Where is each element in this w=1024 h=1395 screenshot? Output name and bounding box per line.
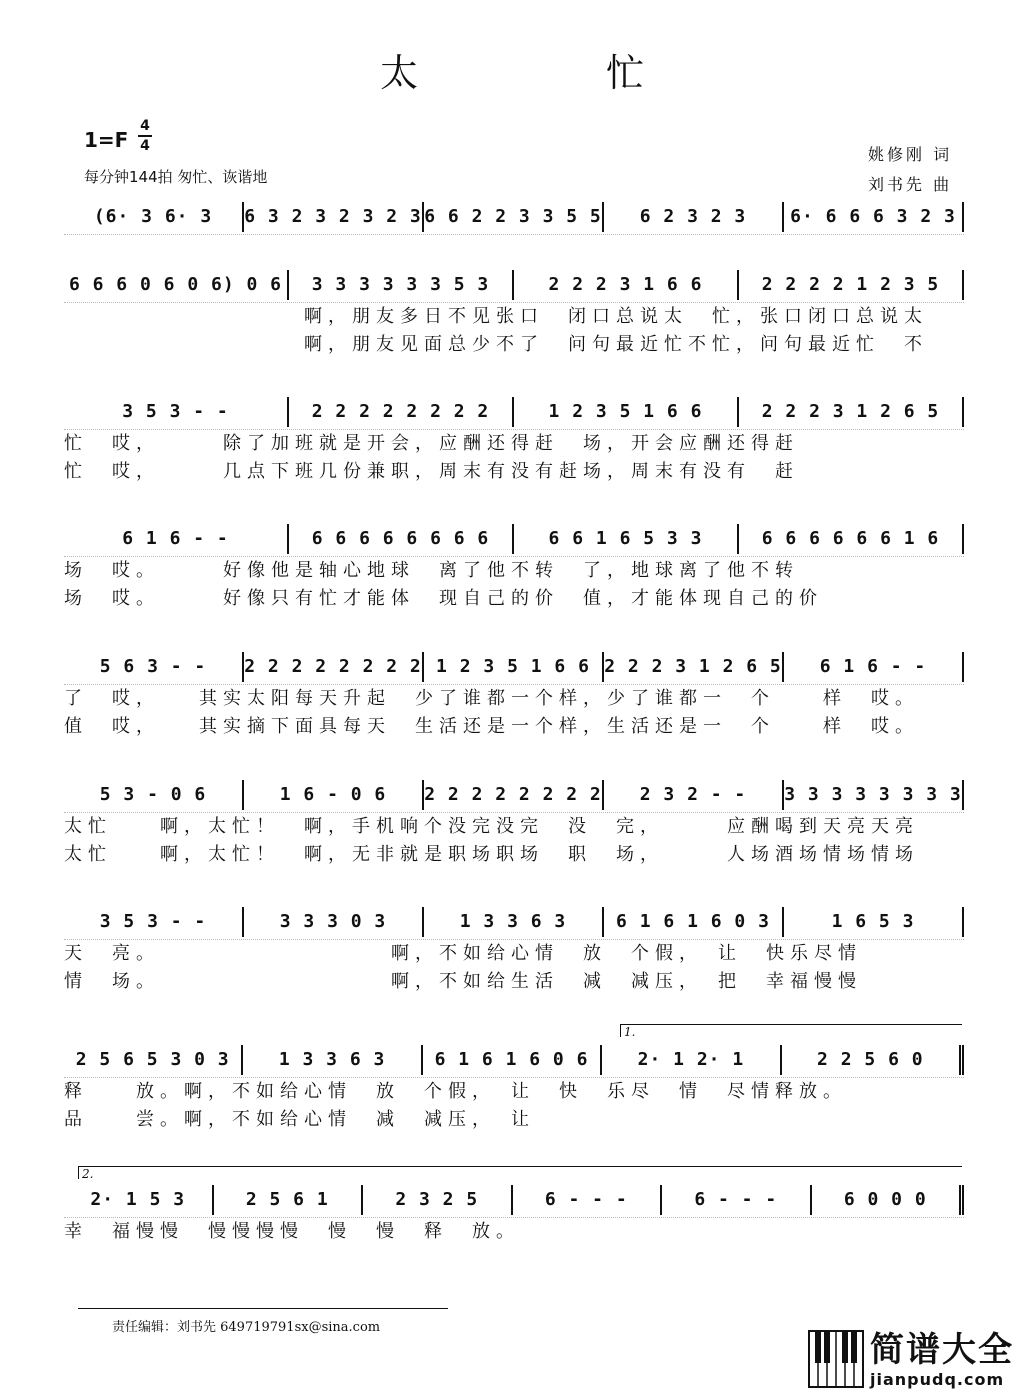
notation-row (64, 650, 964, 685)
notation-row (64, 200, 964, 235)
lyric-line: 太忙 啊，太忙！ 啊，手机响个没完没完 没 完， 应酬喝到天亮天亮 (64, 816, 919, 837)
meter-divider (138, 135, 152, 137)
notation-row (64, 1043, 964, 1078)
notation-row (64, 395, 964, 430)
notation-row (64, 905, 964, 940)
measure: 6 1 6 - - (784, 652, 964, 682)
lyric-line: 太忙 啊，太忙！ 啊，无非就是职场职场 职 场， 人场酒场情场情场 (64, 844, 919, 865)
measure: 6 6 6 6 6 6 6 6 (289, 524, 514, 554)
meter-bottom: 4 (140, 138, 150, 154)
measure: 3 5 3 - - (64, 907, 244, 937)
score-system (64, 268, 964, 359)
footer-divider (78, 1308, 448, 1309)
score-system (64, 1183, 964, 1246)
key-signature: 1=F (84, 128, 129, 152)
lyric-line: 场 哎。 好像他是轴心地球 离了他不转 了，地球离了他不转 (64, 560, 799, 581)
measure: 1 3 3 6 3 (243, 1045, 422, 1075)
lyric-line: 场 哎。 好像只有忙才能体 现自己的价 值，才能体现自己的价 (64, 588, 823, 609)
measure: 2 5 6 5 3 0 3 (64, 1045, 243, 1075)
lyric-line: 幸 福慢慢 慢慢慢慢 慢 慢 释 放。 (64, 1221, 520, 1242)
measure: 6 6 6 6 6 6 1 6 (739, 524, 964, 554)
score-system (64, 1043, 964, 1134)
measure: 2 2 5 6 0 (782, 1045, 964, 1075)
measure: 1 2 3 5 1 6 6 (514, 397, 739, 427)
score-system (64, 778, 964, 869)
first-ending-bracket: 1. (620, 1024, 962, 1037)
lyric-line: 释 放。啊，不如给心情 放 个假， 让 快 乐尽 情 尽情释放。 (64, 1081, 847, 1102)
measure: 6 1 6 1 6 0 3 (604, 907, 784, 937)
piano-keys-icon (808, 1330, 864, 1388)
lyric-line: 品 尝。啊，不如给心情 减 减压， 让 (64, 1109, 535, 1130)
score-system (64, 905, 964, 996)
score-system (64, 522, 964, 613)
logo-name: 简谱大全 (870, 1330, 1014, 1370)
measure: 2· 1 2· 1 (602, 1045, 781, 1075)
lyric-line: 忙 哎， 几点下班几份兼职，周末有没有赶场，周末有没有 赶 (64, 461, 799, 482)
logo-url: jianpudq.com (870, 1370, 1005, 1389)
site-logo (808, 1330, 1018, 1390)
measure: 2 3 2 - - (604, 780, 784, 810)
score-system (64, 650, 964, 741)
measure: 2 5 6 1 (214, 1185, 364, 1215)
lyricist-credit: 姚修刚 词 (868, 145, 953, 164)
notation-row (64, 778, 964, 813)
measure: 1 2 3 5 1 6 6 (424, 652, 604, 682)
measure: 6 1 6 - - (64, 524, 289, 554)
time-signature (138, 118, 152, 154)
lyric-line: 啊，朋友见面总少不了 问句最近忙不忙，问句最近忙 不 (64, 334, 928, 355)
measure: 2 2 2 2 2 2 2 2 (424, 780, 604, 810)
measure: 1 6 5 3 (784, 907, 964, 937)
measure: (6· 3 6· 3 (64, 202, 244, 232)
measure: 3 3 3 3 3 3 3 3 (784, 780, 964, 810)
score-system (64, 395, 964, 486)
editor-credit: 责任编辑：刘书先 649719791sx@sina.com (112, 1320, 381, 1335)
measure: 5 3 - 0 6 (64, 780, 244, 810)
measure: 2 2 2 3 1 6 6 (514, 270, 739, 300)
measure: 6 1 6 1 6 0 6 (423, 1045, 602, 1075)
measure: 6 - - - (513, 1185, 663, 1215)
measure: 2 2 2 3 1 2 6 5 (739, 397, 964, 427)
lyric-line: 了 哎， 其实太阳每天升起 少了谁都一个样，少了谁都一 个 样 哎。 (64, 688, 919, 709)
measure: 6 2 3 2 3 (604, 202, 784, 232)
lyric-line: 值 哎， 其实摘下面具每天 生活还是一个样，生活还是一 个 样 哎。 (64, 716, 919, 737)
composer-credit: 刘书先 曲 (868, 175, 953, 194)
tempo-marking: 每分钟144拍 匆忙、诙谐地 (84, 168, 268, 186)
notation-row (64, 1183, 964, 1218)
measure: 2· 1 5 3 (64, 1185, 214, 1215)
notation-row (64, 268, 964, 303)
measure: 1 6 - 0 6 (244, 780, 424, 810)
measure: 1 3 3 6 3 (424, 907, 604, 937)
second-ending-bracket: 2. (78, 1166, 962, 1179)
measure: 2 2 2 3 1 2 6 5 (604, 652, 784, 682)
score-system (64, 200, 964, 235)
meter-top: 4 (140, 118, 150, 134)
measure: 5 6 3 - - (64, 652, 244, 682)
measure: 3 3 3 0 3 (244, 907, 424, 937)
lyric-line: 天 亮。 啊，不如给心情 放 个假， 让 快乐尽情 (64, 943, 862, 964)
measure: 6 3 2 3 2 3 2 3 (244, 202, 424, 232)
measure: 2 2 2 2 1 2 3 5 (739, 270, 964, 300)
measure: 6 6 1 6 5 3 3 (514, 524, 739, 554)
measure: 2 2 2 2 2 2 2 2 (289, 397, 514, 427)
measure: 3 3 3 3 3 3 5 3 (289, 270, 514, 300)
lyric-line: 忙 哎， 除了加班就是开会，应酬还得赶 场，开会应酬还得赶 (64, 433, 799, 454)
lyric-line: 情 场。 啊，不如给生活 减 减压， 把 幸福慢慢 (64, 971, 862, 992)
page-title: 太 忙 (379, 51, 733, 95)
lyric-line: 啊，朋友多日不见张口 闭口总说太 忙，张口闭口总说太 (64, 306, 928, 327)
measure: 6· 6 6 6 3 2 3 (784, 202, 964, 232)
measure: 6 6 2 2 3 3 5 5 (424, 202, 604, 232)
notation-row (64, 522, 964, 557)
measure: 6 - - - (662, 1185, 812, 1215)
measure: 3 5 3 - - (64, 397, 289, 427)
measure: 6 0 0 0 (812, 1185, 965, 1215)
measure: 2 2 2 2 2 2 2 2 (244, 652, 424, 682)
measure: 6 6 6 0 6 0 6) 0 6 (64, 270, 289, 300)
measure: 2 3 2 5 (363, 1185, 513, 1215)
